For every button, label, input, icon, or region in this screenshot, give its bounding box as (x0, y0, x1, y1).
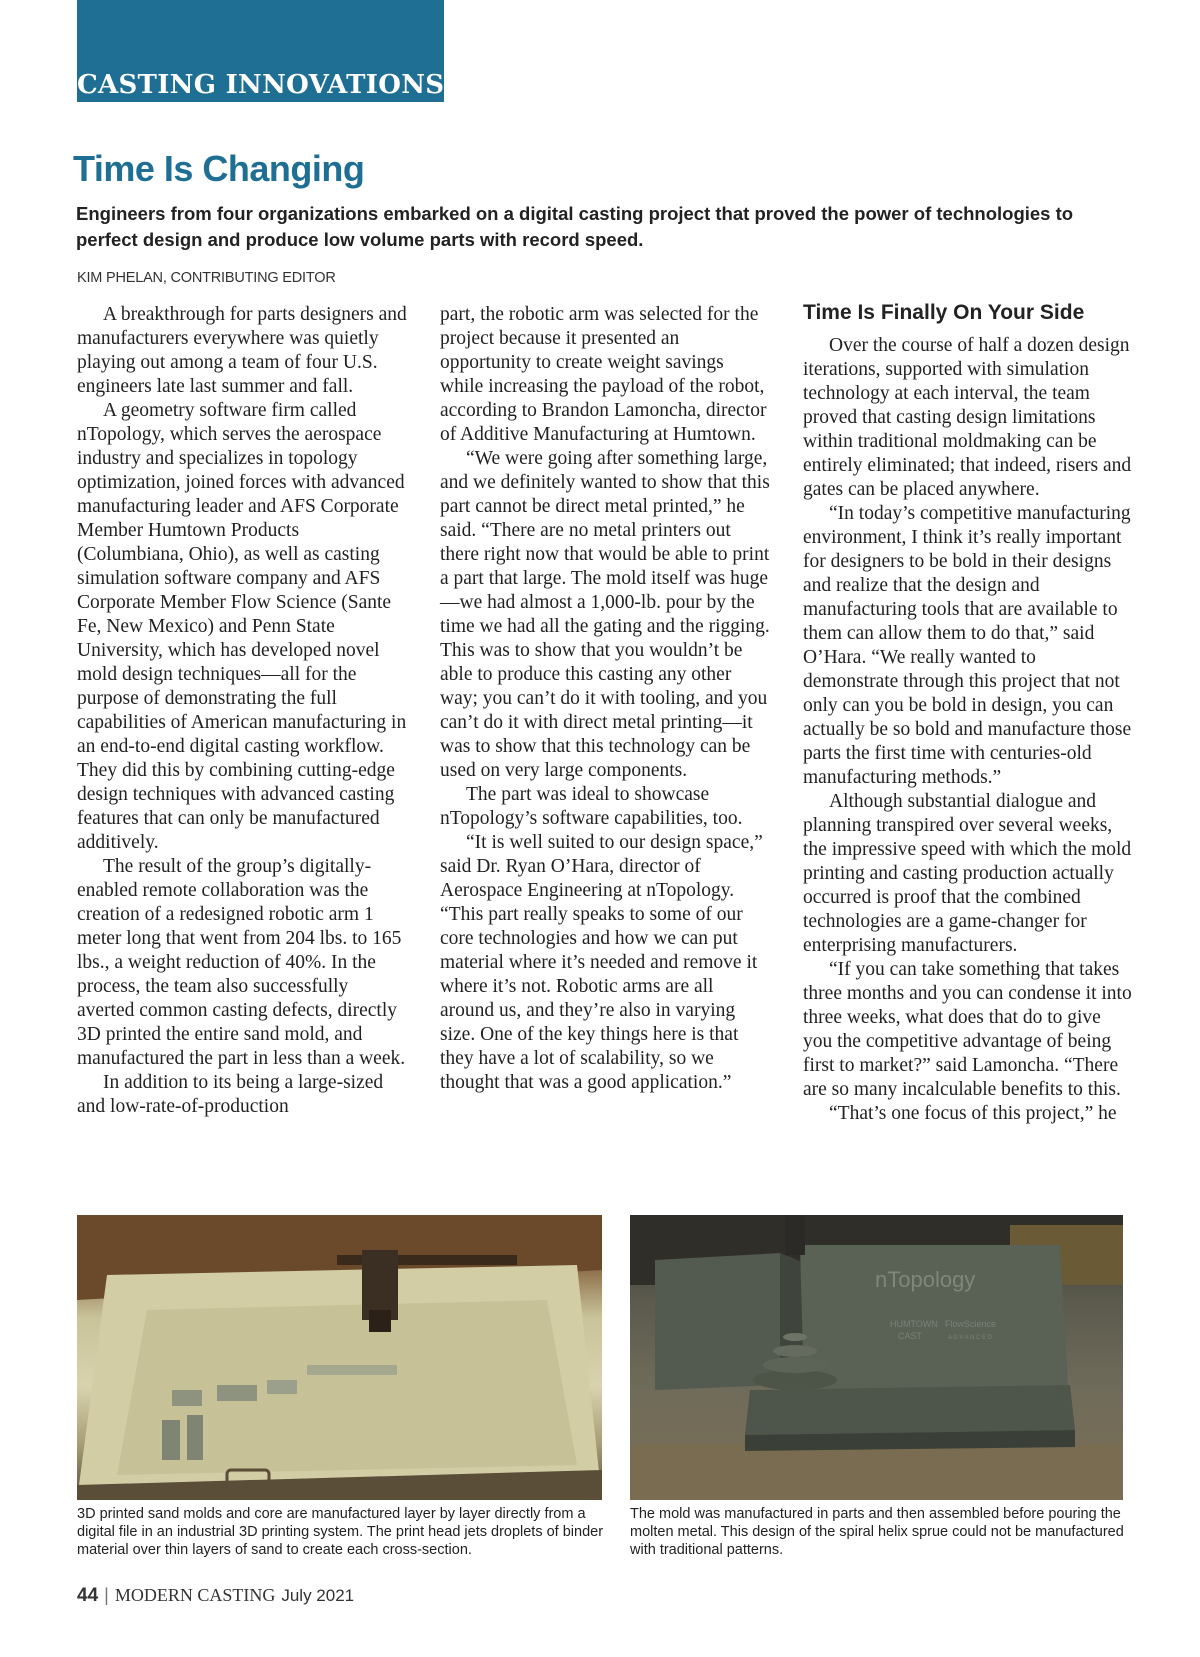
publication-name: MODERN CASTING (114, 1585, 276, 1605)
paragraph: “That’s one focus of this project,” he (829, 1103, 1117, 1124)
article-title: Time Is Changing (73, 148, 365, 189)
paragraph: “If you can take something that takes three months and you can condense it into three weeks, what does that do to give you the competitive advantage of being first to market?” said Lamoncha. “There are so many incalculable benefits to this. (803, 959, 1132, 1100)
body-column-3 (803, 300, 1133, 1126)
article-deck: Engineers from four organizations embarked on a digital casting project that proved the power of technologies to perfect design and produce low volume parts with record speed. (76, 203, 1074, 250)
paragraph: In addition to its being a large-sized and low-rate-of-production (77, 1072, 384, 1117)
page-footer (77, 1585, 354, 1607)
paragraph: A geometry software firm called nTopology, which serves the aerospace industry and specializes in topology optimization, joined forces with advanced manufacturing leader and AFS Corporate Member Humtown Products (Columbiana, Ohio), as well as casting simulation software company and AFS Corporate Member Flow Science (Sante Fe, New Mexico) and Penn State University, which has developed novel mold design techniques—all for the purpose of demonstrating the full capabilities of American manufacturing in an end-to-end digital casting workflow. They did this by combining cutting-edge design techniques with advanced casting features that can only be manufactured additively. (77, 400, 407, 853)
photo-logo-a-line1: HUMTOWN (890, 1319, 938, 1329)
photo-3d-printer-illustration (77, 1215, 602, 1500)
photo-brand-text: nTopology (875, 1267, 976, 1292)
footer-separator: | (104, 1585, 109, 1605)
photo-assembled-mold (630, 1215, 1123, 1500)
photo-logo-b-line1: FlowScience (945, 1319, 997, 1329)
photo-logo-a-line2: CAST (898, 1331, 923, 1341)
paragraph: “We were going after something large, and we definitely wanted to show that this part cannot be direct metal printed,” he said. “There are no metal printers out there right now that would be able to print a part that large. The mold itself was huge—we had almost a 1,000-lb. pour by the time we had all the gating and the rigging. This was to show that you wouldn’t be able to produce this casting any other way; you can’t do it with tooling, and you can’t do it with direct metal printing—it was to show that this technology can be used on very large components. (440, 448, 770, 781)
subheading: Time Is Finally On Your Side (803, 301, 1085, 324)
paragraph: The part was ideal to showcase nTopology’s software capabilities, too. (440, 784, 743, 829)
photo-3d-printer (77, 1215, 602, 1500)
paragraph: A breakthrough for parts designers and manufacturers everywhere was quietly playing out among a team of four U.S. engineers late last summer and fall. (77, 304, 407, 397)
issue-date: July 2021 (281, 1586, 355, 1605)
section-tab (77, 0, 444, 102)
body-column-2 (440, 303, 770, 1095)
paragraph: “It is well suited to our design space,” said Dr. Ryan O’Hara, director of Aerospace Engineering at nTopology. “This part really speaks to some of our core technologies and how we can put material where it’s needed and remove it where it’s not. Robotic arms are all around us, and they’re also in varying size. One of the key things here is that they have a lot of scalability, so we thought that was a good application.” (440, 832, 763, 1093)
page-number: 44 (77, 1585, 99, 1606)
photo-logo-b-line2: A D V A N C E D (948, 1335, 993, 1341)
section-label: CASTING INNOVATIONS (77, 70, 445, 100)
paragraph: part, the robotic arm was selected for the project because it presented an opportunity to create weight savings while increasing the payload of the robot, according to Brandon Lamoncha, director of Additive Manufacturing at Humtown. (440, 304, 767, 445)
body-column-1 (77, 303, 407, 1119)
photo-assembled-mold-illustration (630, 1215, 1123, 1500)
paragraph: “In today’s competitive manufacturing environment, I think it’s really important for designers to be bold in their designs and realize that the design and manufacturing tools that are available to them can allow them to do that,” said O’Hara. “We really wanted to demonstrate through this project that not only can you be bold in design, you can actually be so bold and manufacture those parts the first time with centuries-old manufacturing methods.” (803, 503, 1132, 788)
caption-right: The mold was manufactured in parts and then assembled before pouring the molten metal. This design of the spiral helix sprue could not be manufactured with traditional patterns. (630, 1506, 1124, 1558)
byline: KIM PHELAN, CONTRIBUTING EDITOR (77, 270, 336, 286)
paragraph: Although substantial dialogue and planning transpired over several weeks, the impressive speed with which the mold printing and casting production actually occurred is proof that the combined technologies are a game-changer for enterprising manufacturers. (803, 791, 1132, 956)
paragraph: The result of the group’s digitally-enabled remote collaboration was the creation of a redesigned robotic arm 1 meter long that went from 204 lbs. to 165 lbs., a weight reduction of 40%. In the process, the team also successfully averted common casting defects, directly 3D printed the entire sand mold, and manufactured the part in less than a week. (77, 856, 406, 1069)
caption-left: 3D printed sand molds and core are manufactured layer by layer directly from a digital file in an industrial 3D printing system. The print head jets droplets of binder material over thin layers of sand to create each cross-section. (77, 1506, 604, 1558)
paragraph: Over the course of half a dozen design iterations, supported with simulation technology at each interval, the team proved that casting design limitations within traditional moldmaking can be entirely eliminated; that indeed, risers and gates can be placed anywhere. (803, 335, 1132, 500)
